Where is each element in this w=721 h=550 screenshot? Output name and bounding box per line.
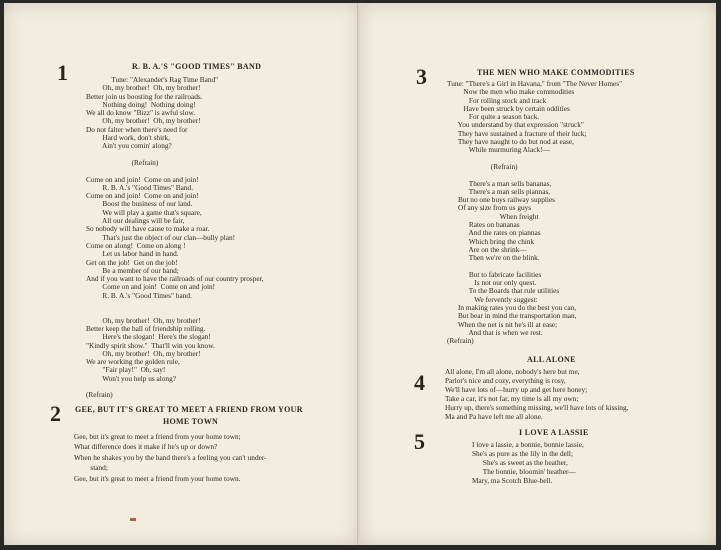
lyric-line: Of any size from us guys	[447, 203, 532, 213]
lyric-line: Hard work, don't shirk,	[86, 133, 171, 143]
lyric-line: R. B. A.'s "Good Times" band.	[86, 290, 192, 300]
lyric-line: Better join us boosting for the railroads.	[86, 91, 203, 101]
song-1-lyrics	[86, 76, 264, 400]
lyric-line: When freight	[447, 211, 539, 221]
lyric-line: And that is when we rest.	[447, 327, 543, 337]
lyric-line: (Refrain)	[86, 390, 113, 400]
lyric-line: And the rates on piannas	[447, 228, 541, 238]
lyric-line: Gee, but it's great to meet a friend from your home town;	[74, 432, 241, 441]
lyric-line: There's a man sells piannas,	[447, 186, 551, 196]
lyric-line: So nobody will have cause to make a roar.	[86, 224, 210, 234]
lyric-line: For quite a season back.	[447, 112, 540, 122]
lyric-line: Are on the shrink—	[447, 244, 527, 254]
lyric-line: Gee, but it's great to meet a friend from your home town.	[74, 473, 241, 483]
song-2-title-line2: HOME TOWN	[163, 417, 219, 426]
lyric-line: Be a member of our band;	[86, 265, 179, 275]
song-5-title: I LOVE A LASSIE	[519, 428, 589, 437]
song-3-lyrics	[447, 80, 622, 346]
lyric-line: But to fabricate facilities	[447, 269, 542, 279]
song-2-lyrics	[74, 432, 267, 484]
lyric-line: Oh, my brother! Oh, my brother!	[86, 116, 201, 126]
lyric-line: Oh, my brother! Oh, my brother!	[86, 315, 201, 325]
lyric-line: Ma and Pa have left me all alone.	[445, 411, 543, 421]
song-3-number: 3	[416, 64, 427, 89]
lyric-line: stand;	[74, 463, 108, 473]
song-4-title: ALL ALONE	[527, 355, 576, 364]
lyric-line: To the Boards that rule utilities	[447, 286, 560, 296]
lyric-line: Come on along! Come on along !	[86, 240, 186, 250]
song-2-title: GEE, BUT IT'S GREAT TO MEET A FRIEND FROM YOUR	[75, 405, 303, 414]
lyric-line: She's as pure as the lily in the dell;	[461, 448, 573, 458]
lyric-line: I love a lassie, a bonnie, bonnie lassie,	[461, 440, 584, 449]
lyric-line: Mary, ma Scotch Blue-bell.	[461, 475, 553, 485]
lyric-line: We fervently suggest:	[447, 294, 538, 304]
lyric-line: Rates on bananas	[447, 220, 520, 230]
lyric-line: All our dealings will be fair,	[86, 216, 185, 226]
lyric-line: Come on and join! Come on and join!	[86, 282, 216, 292]
lyric-line: But no one buys railway supplies	[447, 195, 556, 205]
lyric-line: Come on and join! Come on and join!	[86, 191, 199, 201]
lyric-line: Then we're on the blink.	[447, 253, 540, 263]
lyric-line: "Kindly spirit show." That'll win you know.	[86, 340, 215, 350]
lyric-line: She's as sweet as the heather,	[461, 457, 568, 467]
lyric-line: Ain't you comin' along?	[86, 141, 172, 151]
lyric-line: But bear in mind the transportation man,	[447, 311, 577, 321]
lyric-line: Nothing doing! Nothing doing!	[86, 99, 196, 109]
lyric-line: Tune: "Alexander's Rag Time Band"	[86, 75, 219, 84]
lyric-line: They have naught to do but nod at ease,	[447, 137, 574, 147]
song-4-lyrics	[445, 368, 628, 421]
song-5-number: 5	[414, 429, 425, 454]
song-2-number: 2	[50, 401, 61, 426]
lyric-line: We'll have lots of—hurry up and get here honey;	[445, 384, 588, 394]
lyric-line: Better keep the ball of friendship rolling.	[86, 323, 206, 333]
lyric-line: Hurry up, there's something missing, we'll have lots of kissing,	[445, 402, 629, 412]
lyric-line: Have been struck by certain oddities	[447, 103, 570, 113]
lyric-line: (Refrain)	[447, 161, 518, 171]
lyric-line: (Refrain)	[447, 336, 474, 346]
song-1-number: 1	[57, 60, 68, 85]
lyric-line: Which bring the chink	[447, 236, 535, 246]
lyric-line: (Refrain)	[86, 157, 159, 167]
lyric-line: R. B. A.'s "Good Times" Band.	[86, 182, 194, 192]
lyric-line: We are working the golden rule,	[86, 357, 180, 367]
lyric-line: When he shakes you by the hand there's a feeling you can't under-	[74, 452, 267, 462]
lyric-line: Parlor's nice and cozy, everything is rosy,	[445, 375, 566, 385]
lyric-line: Let us labor hand in hand.	[86, 249, 179, 259]
lyric-line: Tune: "There's a Girl in Havana," from "The Never Homes"	[447, 79, 623, 88]
lyric-line: What difference does it make if he's up or down?	[74, 442, 218, 452]
lyric-line: We will play a game that's square,	[86, 207, 202, 217]
song-4-number: 4	[414, 370, 425, 395]
lyric-line: Take a car, it's not far, my time is all my own;	[445, 393, 579, 403]
lyric-line: While murmuring Alack!—	[447, 145, 550, 155]
lyric-line: There's a man sells bananas,	[447, 178, 552, 188]
lyric-line: Is not our only quest.	[447, 278, 537, 288]
lyric-line: Do not falter when there's need for	[86, 124, 188, 134]
lyric-line: Oh, my brother! Oh, my brother!	[86, 348, 201, 358]
song-1-title: R. B. A.'S "GOOD TIMES" BAND	[132, 62, 262, 71]
lyric-line: In making rates you do the best you can,	[447, 303, 577, 313]
lyric-line: Now the men who make commodities	[447, 87, 575, 97]
song-3-title: THE MEN WHO MAKE COMMODITIES	[477, 68, 635, 77]
lyric-line: Won't you help us along?	[86, 373, 176, 383]
lyric-line: You understand by that expression "struck"	[447, 120, 584, 130]
lyric-line	[86, 300, 264, 308]
lyric-line: All alone, I'm all alone, nobody's here but me,	[445, 367, 580, 376]
lyric-line: When the net is nit he's ill at ease;	[447, 319, 558, 329]
lyric-line: We all do know "Bizz" is awful slow.	[86, 108, 196, 118]
lyric-line: And if you want to have the railroads of our country prosper,	[86, 274, 264, 284]
lyric-line: Boost the business of our land.	[86, 199, 193, 209]
song-5-lyrics	[461, 441, 584, 486]
lyric-line: The bonnie, bloomin' heather—	[461, 466, 576, 476]
lyric-line: Come on and join! Come on and join!	[86, 174, 199, 184]
lyric-line: Get on the job! Get on the job!	[86, 257, 178, 267]
lyric-line: For rolling stock and track	[447, 95, 547, 105]
lyric-line: "Fair play!" Oh, say!	[86, 365, 166, 375]
page-mark	[130, 518, 136, 521]
lyric-line: They have sustained a fracture of their luck;	[447, 128, 587, 138]
lyric-line: Here's the slogan! Here's the slogan!	[86, 332, 211, 342]
lyric-line: That's just the object of our clan—bully plan!	[86, 232, 236, 242]
lyric-line: Oh, my brother! Oh, my brother!	[86, 83, 201, 93]
